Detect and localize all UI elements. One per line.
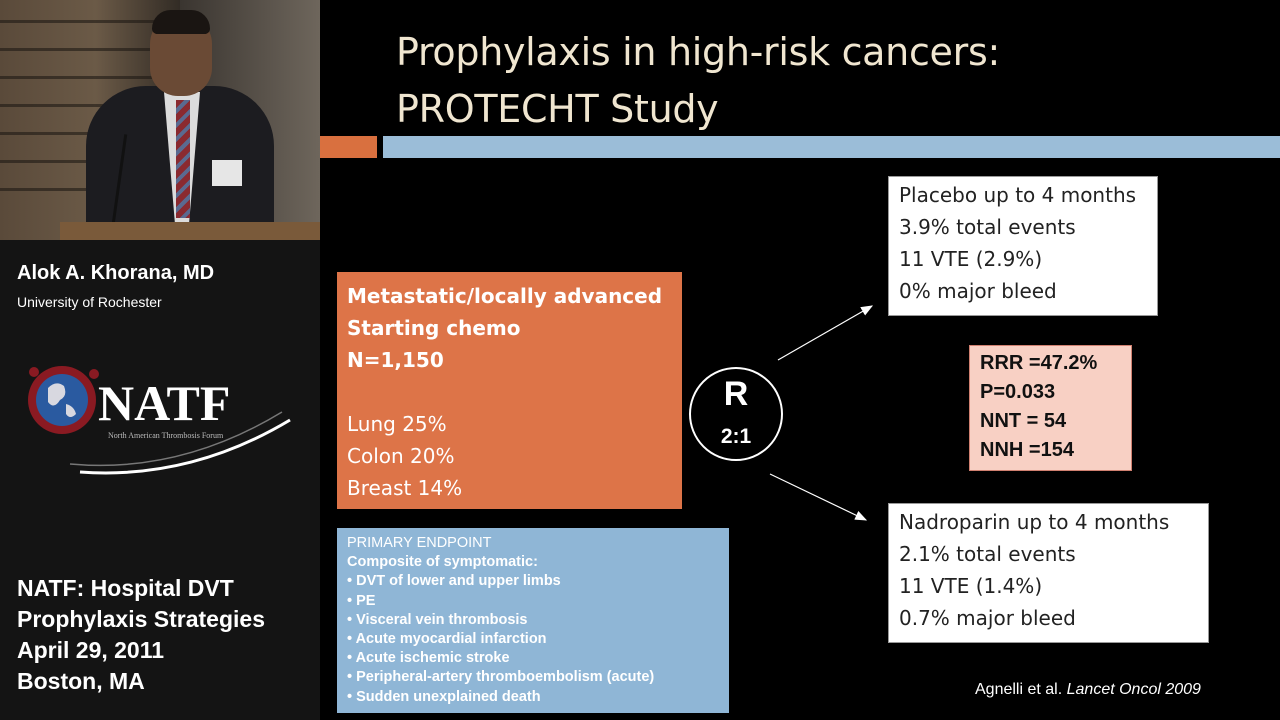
- population-colon: Colon 20%: [347, 444, 455, 468]
- list-item: • Acute ischemic stroke: [347, 650, 510, 667]
- event-location: Boston, MA: [17, 668, 145, 694]
- nadroparin-line1: Nadroparin up to 4 months: [899, 510, 1170, 534]
- speaker-video: [0, 0, 320, 240]
- event-line1: NATF: Hospital DVT: [17, 575, 234, 601]
- event-date: April 29, 2011: [17, 637, 165, 663]
- placebo-line3: 11 VTE (2.9%): [899, 247, 1043, 271]
- stat-nnh: NNH =154: [980, 439, 1074, 461]
- population-n: N=1,150: [347, 348, 444, 372]
- list-item: • Acute myocardial infarction: [347, 631, 547, 648]
- nadroparin-line3: 11 VTE (1.4%): [899, 574, 1043, 598]
- placebo-line1: Placebo up to 4 months: [899, 183, 1137, 207]
- stats-box: [969, 345, 1132, 471]
- list-item: • DVT of lower and upper limbs: [347, 573, 561, 590]
- natf-logo: [20, 360, 305, 480]
- svg-text:NATF: NATF: [98, 375, 231, 431]
- randomization-ratio: 2:1: [720, 425, 752, 448]
- nadroparin-line2: 2.1% total events: [899, 542, 1076, 566]
- citation-journal: Lancet Oncol 2009: [1066, 681, 1201, 698]
- stat-nnt: NNT = 54: [980, 410, 1067, 432]
- arrow-to-nadroparin: [770, 474, 866, 520]
- nadroparin-line4: 0.7% major bleed: [899, 606, 1076, 630]
- speaker-affiliation: University of Rochester: [17, 294, 162, 310]
- event-line2: Prophylaxis Strategies: [17, 606, 265, 632]
- population-line2: Starting chemo: [347, 316, 521, 340]
- nadroparin-arm-box: [888, 503, 1209, 643]
- list-item: • PE: [347, 592, 376, 609]
- svg-text:North American Thrombosis Foru: North American Thrombosis Forum: [108, 431, 224, 440]
- arrow-to-placebo: [778, 306, 872, 360]
- population-lung: Lung 25%: [347, 412, 447, 436]
- stat-p: P=0.033: [980, 381, 1056, 403]
- placebo-line2: 3.9% total events: [899, 215, 1076, 239]
- list-item: • Visceral vein thrombosis: [347, 611, 528, 628]
- citation-authors: Agnelli et al.: [975, 681, 1063, 698]
- presentation-slide: [320, 0, 1280, 720]
- stat-rrr: RRR =47.2%: [980, 352, 1098, 374]
- list-item: • Peripheral-artery thromboembolism (acute): [347, 669, 655, 686]
- speaker-name: Alok A. Khorana, MD: [17, 262, 215, 284]
- endpoint-subheading: Composite of symptomatic:: [347, 554, 538, 571]
- slide-title-line1: Prophylaxis in high-risk cancers:: [396, 30, 1000, 74]
- slide-title-line2: PROTECHT Study: [396, 87, 719, 131]
- citation: [975, 681, 1201, 699]
- randomization-letter: R: [723, 375, 749, 413]
- speaker-panel: [0, 0, 320, 720]
- placebo-line4: 0% major bleed: [899, 279, 1057, 303]
- event-info: [17, 573, 265, 697]
- randomization-circle: [689, 367, 783, 461]
- list-item: • Sudden unexplained death: [347, 688, 541, 705]
- endpoint-heading: PRIMARY ENDPOINT: [347, 535, 492, 551]
- placebo-arm-box: [888, 176, 1158, 316]
- population-breast: Breast 14%: [347, 476, 463, 500]
- population-line1: Metastatic/locally advanced: [347, 284, 663, 308]
